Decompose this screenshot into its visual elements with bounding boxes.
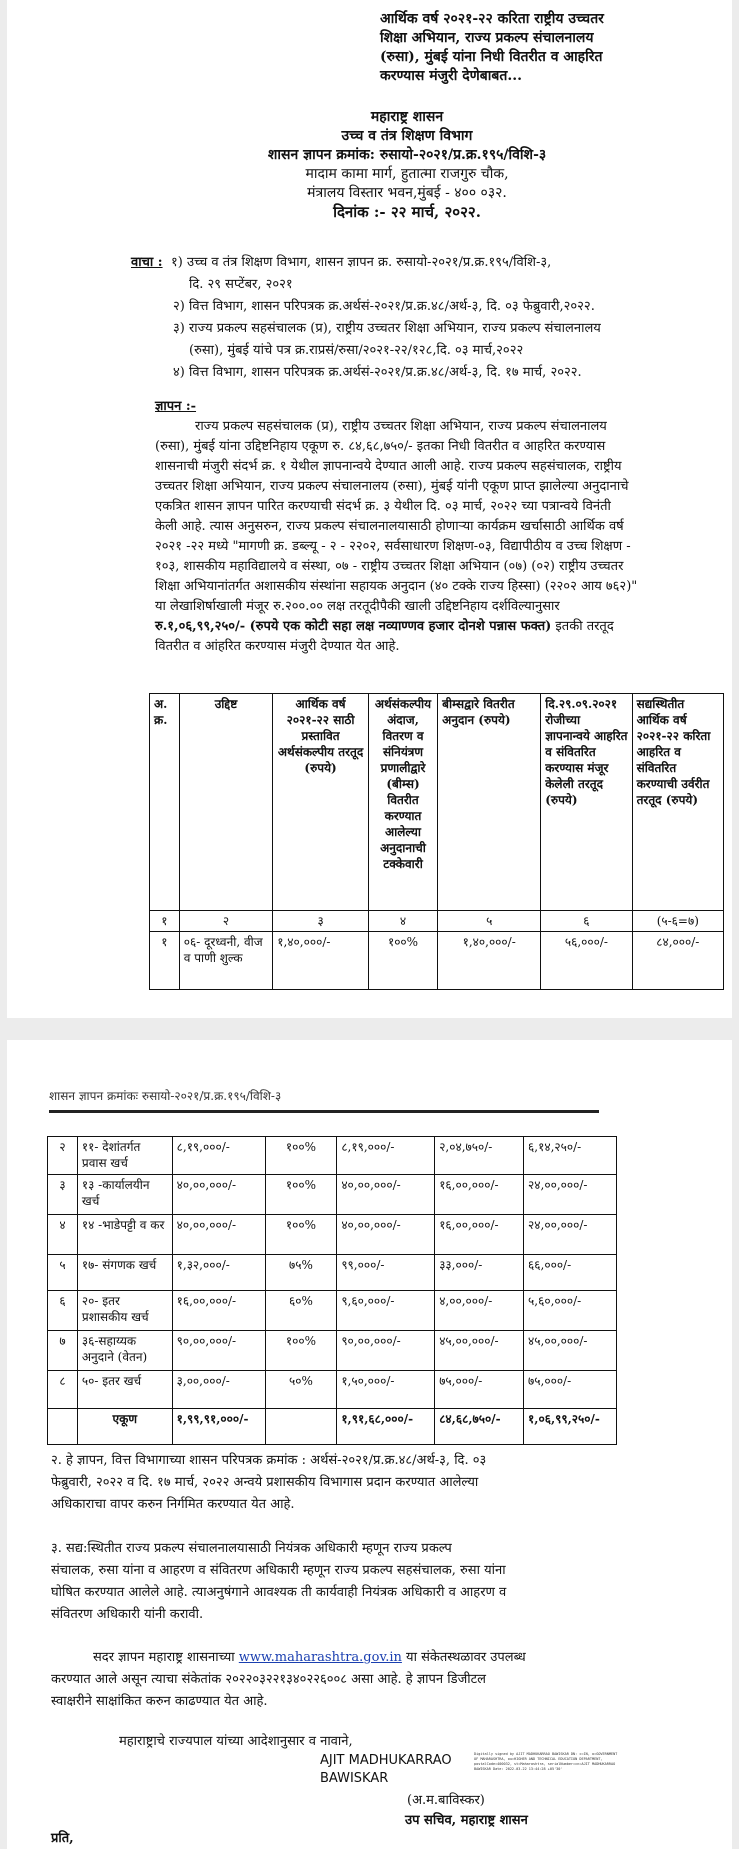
reference-item: दि. २९ सप्टेंबर, २०२१: [189, 277, 293, 292]
table-cell: ३,००,०००/-: [172, 1371, 265, 1409]
subject-block: [380, 10, 725, 86]
table-cell: ६०%: [265, 1291, 337, 1331]
page-header-memo-number: शासन ज्ञापन क्रमांकः रुसायो-२०२१/प्र.क्र.१९५/विशि-३: [49, 1089, 282, 1103]
table-cell: १६,००,०००/-: [435, 1215, 524, 1255]
table-cell: ८४,६८,७५०/-: [435, 1409, 524, 1445]
paragraph-line: २. हे ज्ञापन, वित्त विभागाच्या शासन परिपत्रक क्रमांक : अर्थसं-२०२१/प्र.क्र.४८/अर्थ-३, दि. ०३: [51, 1453, 487, 1468]
allocation-table-continued: [47, 1136, 617, 1445]
memo-number: शासन ज्ञापन क्रमांक: रुसायो-२०२१/प्र.क्र.१९५/विशि-३: [267, 147, 547, 163]
memo-line: १०३, शासकीय महाविद्यालये व संस्था, ०७ - राष्ट्रीय उच्चतर शिक्षा अभियान (०७) (०२) राष्ट्रीय उच्चतर: [155, 559, 624, 574]
table-cell: ५,६०,०००/-: [524, 1291, 617, 1331]
table-cell: ४०,००,०००/-: [337, 1215, 435, 1255]
column-number: ६: [541, 911, 632, 932]
table-row: [48, 1331, 617, 1371]
memo-line: केली आहे. त्यास अनुसरुन, राज्य प्रकल्प संचालनालयासाठी होणाऱ्या कार्यक्रम खर्चासाठी आर्थिक वर्ष: [155, 519, 624, 534]
address-line: मादाम कामा मार्ग, हुतात्मा राजगुरु चौक,: [305, 166, 509, 182]
signer-designation: उप सचिव, महाराष्ट्र शासन: [405, 1813, 528, 1828]
government-name: महाराष्ट्र शासन: [370, 109, 444, 125]
table-cell: २०- इतर प्रशासकीय खर्च: [77, 1291, 172, 1331]
column-number: ३: [273, 911, 369, 932]
paragraph-line: फेब्रुवारी, २०२२ व दि. १७ मार्च, २०२२ अन्वये प्रशासकीय विभागास प्रदान करण्यात आलेल्या: [51, 1475, 479, 1490]
table-cell: ०६- दूरध्वनी, वीज व पाणी शुल्क: [179, 932, 273, 990]
memo-line: एकत्रित शासन ज्ञापन पारित करण्याची संदर्भ क्र. ३ येथील दि. ०३ मार्च, २०२२ च्या पत्रान्वये विनंती: [155, 499, 611, 514]
table-cell: ८,१९,०००/-: [172, 1137, 265, 1175]
column-number: (५-६=७): [632, 911, 723, 932]
table-cell: १७- संगणक खर्च: [77, 1255, 172, 1291]
column-header: आर्थिक वर्ष २०२१-२२ साठी प्रस्तावित अर्थसंकल्पीय तरतूद (रुपये): [273, 694, 369, 911]
column-number-row: [150, 911, 724, 932]
table-cell: ७५,०००/-: [524, 1371, 617, 1409]
table-cell: ६,१४,२५०/-: [524, 1137, 617, 1175]
table-cell: १००%: [265, 1175, 337, 1215]
memo-line: इतकी तरतूद: [551, 619, 614, 634]
table-cell: २,०४,७५०/-: [435, 1137, 524, 1175]
letterhead: [237, 108, 577, 222]
table-cell: २: [48, 1137, 78, 1175]
paragraph-text: सदर ज्ञापन महाराष्ट्र शासनाच्या: [93, 1650, 239, 1665]
table-cell: ५६,०००/-: [541, 932, 632, 990]
table-cell: ८: [48, 1371, 78, 1409]
column-header: अ. क्र.: [150, 694, 180, 911]
table-cell: ११- देशांतर्गत प्रवास खर्च: [77, 1137, 172, 1175]
table-cell: ४: [48, 1215, 78, 1255]
table-cell: ९,६०,०००/-: [337, 1291, 435, 1331]
table-cell: [48, 1409, 78, 1445]
table-cell: ७५%: [265, 1255, 337, 1291]
table-cell: १००%: [368, 932, 437, 990]
table-cell: ६६,०००/-: [524, 1255, 617, 1291]
table-cell: १००%: [265, 1331, 337, 1371]
table-cell: ९०,००,०००/-: [337, 1331, 435, 1371]
table-row: [48, 1255, 617, 1291]
column-number: २: [179, 911, 273, 932]
paragraph-line: संवितरण अधिकारी यांनी करावी.: [51, 1607, 204, 1622]
memo-line: या लेखाशिर्षाखाली मंजूर रु.२००.०० लक्ष तरतूदीपैकी खाली उद्दिष्टनिहाय दर्शविल्यानुसार: [155, 599, 560, 614]
table-cell: ४०,००,०००/-: [337, 1175, 435, 1215]
subject-line: शिक्षा अभियान, राज्य प्रकल्प संचालनालय: [380, 30, 594, 46]
paragraph-line: घोषित करण्यात आलेले आहे. त्याअनुषंगाने आवश्यक ती कार्यवाही नियंत्रक अधिकारी व आहरण व: [51, 1585, 507, 1600]
table-cell: ३६-सहाय्यक अनुदाने (वेतन): [77, 1331, 172, 1371]
table-cell: १,०६,९९,२५०/-: [524, 1409, 617, 1445]
table-cell: १६,००,०००/-: [172, 1291, 265, 1331]
governor-order-line: महाराष्ट्राचे राज्यपाल यांच्या आदेशानुसार व नावाने,: [119, 1734, 353, 1749]
memo-line: २०२१ -२२ मध्ये "मागणी क्र. डब्ल्यू - २ - २२०२, सर्वसाधारण शिक्षण-०३, विद्यापीठीय व उच्च शिक्षण -: [155, 539, 631, 554]
paragraph-3: [51, 1540, 606, 1628]
column-number: ४: [368, 911, 437, 932]
paragraph-line: ३. सद्य:स्थितीत राज्य प्रकल्प संचालनालयासाठी नियंत्रक अधिकारी म्हणून राज्य प्रकल्प: [51, 1541, 452, 1556]
table-header-row: [150, 694, 724, 911]
table-row: [48, 1215, 617, 1255]
column-header: सद्यस्थितीत आर्थिक वर्ष २०२१-२२ करिता आहरित व संवितरित करण्याची उर्वरीत तरतूद (रुपये): [632, 694, 723, 911]
table-cell: १३ -कार्यालयीन खर्च: [77, 1175, 172, 1215]
table-cell: ४०,००,०००/-: [172, 1215, 265, 1255]
memo-line: (रुसा), मुंबई यांना उद्दिष्टनिहाय एकूण रु. ८४,६८,७५०/- इतका निधी वितरीत व आहरित करण्यास: [155, 439, 606, 454]
table-cell: १: [150, 932, 180, 990]
signer-name-line: BAWISKAR: [320, 1771, 389, 1786]
total-label: एकूण: [77, 1409, 172, 1445]
digital-signature-name: [320, 1752, 452, 1788]
table-cell: १,५०,०००/-: [337, 1371, 435, 1409]
address-line: मंत्रालय विस्तार भवन,मुंबई - ४०० ०३२.: [307, 185, 507, 201]
recipients-label: प्रति,: [51, 1831, 74, 1846]
references-label: वाचा :: [131, 255, 163, 270]
memo-line: शिक्षा अभियानांतर्गत अशासकीय संस्थांना सहायक अनुदान (४० टक्के राज्य हिस्सा) (२२०२ आय ७६२)": [155, 579, 638, 594]
paragraph-line: स्वाक्षरीने साक्षांकित करुन काढण्यात येत आहे.: [51, 1694, 268, 1709]
memo-date: दिनांक :- २२ मार्च, २०२२.: [333, 203, 481, 221]
subject-line: (रुसा), मुंबई यांना निधी वितरीत व आहरित: [380, 49, 603, 65]
table-cell: ८४,०००/-: [632, 932, 723, 990]
table-cell: १,३२,०००/-: [172, 1255, 265, 1291]
table-row: [48, 1291, 617, 1331]
table-cell: १,९९,९१,०००/-: [172, 1409, 265, 1445]
allocation-table-header: [149, 693, 724, 990]
reference-item: (रुसा), मुंबई यांचे पत्र क्र.राप्रसं/रुसा/२०२१-२२/१२८,दि. ०३ मार्च,२०२२: [189, 343, 524, 358]
table-cell: ७५,०००/-: [435, 1371, 524, 1409]
table-cell: ६: [48, 1291, 78, 1331]
memo-label: ज्ञापन :-: [155, 399, 197, 414]
digital-signature-details: Digitally signed by AJIT MADHUKARRAO BAWISKAR DN: c=IN, o=GOVERNMENT OF MAHARASHTRA, ou=HIGHER AND TECHNICAL EDUCATION DEPARTMENT, postalCode=400032, st=Maharashtra, serialNumber=cn=AJIT MADHUKARRAO BAWISKAR Date: 2022.03.22 13:44:28 +05'30': [474, 1752, 618, 1771]
table-cell: १४ -भाडेपट्टी व कर: [77, 1215, 172, 1255]
table-cell: ७: [48, 1331, 78, 1371]
table-cell: ४५,००,०००/-: [435, 1331, 524, 1371]
column-number: ५: [438, 911, 541, 932]
reference-item: ४) वित्त विभाग, शासन परिपत्रक क्र.अर्थसं-२०२१/प्र.क्र.४८/अर्थ-३, दि. १७ मार्च, २०२२.: [173, 365, 582, 380]
column-header: उद्दिष्ट: [179, 694, 273, 911]
reference-item: ३) राज्य प्रकल्प सहसंचालक (प्र), राष्ट्रीय उच्चतर शिक्षा अभियान, राज्य प्रकल्प संचालनालय: [173, 321, 601, 336]
memo-line: राज्य प्रकल्प सहसंचालक (प्र), राष्ट्रीय उच्चतर शिक्षा अभियान, राज्य प्रकल्प संचालनालय: [195, 419, 607, 434]
column-header: बीम्सद्वारे वितरीत अनुदान (रुपये): [438, 694, 541, 911]
table-row: [48, 1175, 617, 1215]
paragraph-line: संचालक, रुसा यांना व आहरण व संवितरण अधिकारी म्हणून राज्य प्रकल्प सहसंचालक, रुसा यांना: [51, 1563, 506, 1578]
table-cell: ३: [48, 1175, 78, 1215]
document-page-1: [7, 0, 732, 1018]
signer-name-line: AJIT MADHUKARRAO: [320, 1753, 452, 1768]
table-cell: १,९१,६८,०००/-: [337, 1409, 435, 1445]
table-cell: १००%: [265, 1137, 337, 1175]
subject-line: आर्थिक वर्ष २०२१-२२ करिता राष्ट्रीय उच्चतर: [380, 11, 604, 27]
memo-line: वितरीत व आंहरित करण्यास मंजुरी देण्यात येत आहे.: [155, 639, 400, 654]
table-cell: ५०%: [265, 1371, 337, 1409]
department-name: उच्च व तंत्र शिक्षण विभाग: [341, 128, 473, 144]
table-cell: ३३,०००/-: [435, 1255, 524, 1291]
table-cell: १,४०,०००/-: [273, 932, 369, 990]
website-link[interactable]: www.maharashtra.gov.in: [238, 1650, 402, 1665]
table-cell: १००%: [265, 1215, 337, 1255]
table-cell: २४,००,०००/-: [524, 1215, 617, 1255]
table-cell: [265, 1409, 337, 1445]
table-cell: ५: [48, 1255, 78, 1291]
paragraph-line: करण्यात आले असून त्याचा संकेतांक २०२२०३२२१३४०२२६००८ असा आहे. हे ज्ञापन डिजीटल: [51, 1672, 486, 1687]
signer-initials: (अ.म.बाविस्कर): [407, 1793, 485, 1808]
table-cell: ४०,००,०००/-: [172, 1175, 265, 1215]
memo-line: उच्चतर शिक्षा अभियान, राज्य प्रकल्प संचालनालय (रुसा), मुंबई यांनी एकूण प्राप्त झालेल्या अनुदानाचे: [155, 479, 629, 494]
memo-body: [155, 418, 710, 658]
table-cell: ८,१९,०००/-: [337, 1137, 435, 1175]
paragraph-text: या संकेतस्थळावर उपलब्ध: [401, 1650, 526, 1665]
table-cell: १६,००,०००/-: [435, 1175, 524, 1215]
table-cell: ४५,००,०००/-: [524, 1331, 617, 1371]
subject-line: करण्यास मंजुरी देणेबाबत...: [380, 68, 522, 84]
table-cell: ९९,०००/-: [337, 1255, 435, 1291]
paragraph-2: [51, 1452, 606, 1518]
paragraph-line: अधिकाराचा वापर करुन निर्गमित करण्यात येत आहे.: [51, 1497, 295, 1512]
column-number: १: [150, 911, 180, 932]
table-cell: ४,००,०००/-: [435, 1291, 524, 1331]
column-header: दि.२९.०९.२०२१ रोजीच्या ज्ञापनान्वये आहरित व संवितरित करण्यास मंजूर केलेली तरतूद (रुपये): [541, 694, 632, 911]
table-cell: १,४०,०००/-: [438, 932, 541, 990]
table-row: [150, 932, 724, 990]
reference-item: २) वित्त विभाग, शासन परिपत्रक क्र.अर्थसं-२०२१/प्र.क्र.४८/अर्थ-३, दि. ०३ फेब्रुवारी,२०२२.: [173, 299, 595, 314]
document-page-2: [7, 1040, 732, 1849]
table-row: [48, 1371, 617, 1409]
memo-line: शासनाची मंजुरी संदर्भ क्र. १ येथील ज्ञापनान्वये देण्यात आली आहे. राज्य प्रकल्प सहसंचालक, राष्ट्रीय: [155, 459, 622, 474]
table-row: [48, 1137, 617, 1175]
column-header: अर्थसंकल्पीय अंदाज, वितरण व संनियंत्रण प्रणालीद्वारे (बीम्स) वितरीत करण्यात आलेल्या अनुदानाची टक्केवारी: [368, 694, 437, 911]
table-cell: ९०,००,०००/-: [172, 1331, 265, 1371]
table-cell: २४,००,०००/-: [524, 1175, 617, 1215]
paragraph-4: [51, 1649, 606, 1715]
table-total-row: [48, 1409, 617, 1445]
sanctioned-amount: रु.१,०६,९९,२५०/- (रुपये एक कोटी सहा लक्ष नव्याण्णव हजार दोनशे पन्नास फक्त): [155, 619, 552, 634]
reference-item: १) उच्च व तंत्र शिक्षण विभाग, शासन ज्ञापन क्र. रुसायो-२०२१/प्र.क्र.१९५/विशि-३,: [171, 255, 552, 270]
header-rule: [49, 1110, 599, 1113]
table-cell: ५०- इतर खर्च: [77, 1371, 172, 1409]
